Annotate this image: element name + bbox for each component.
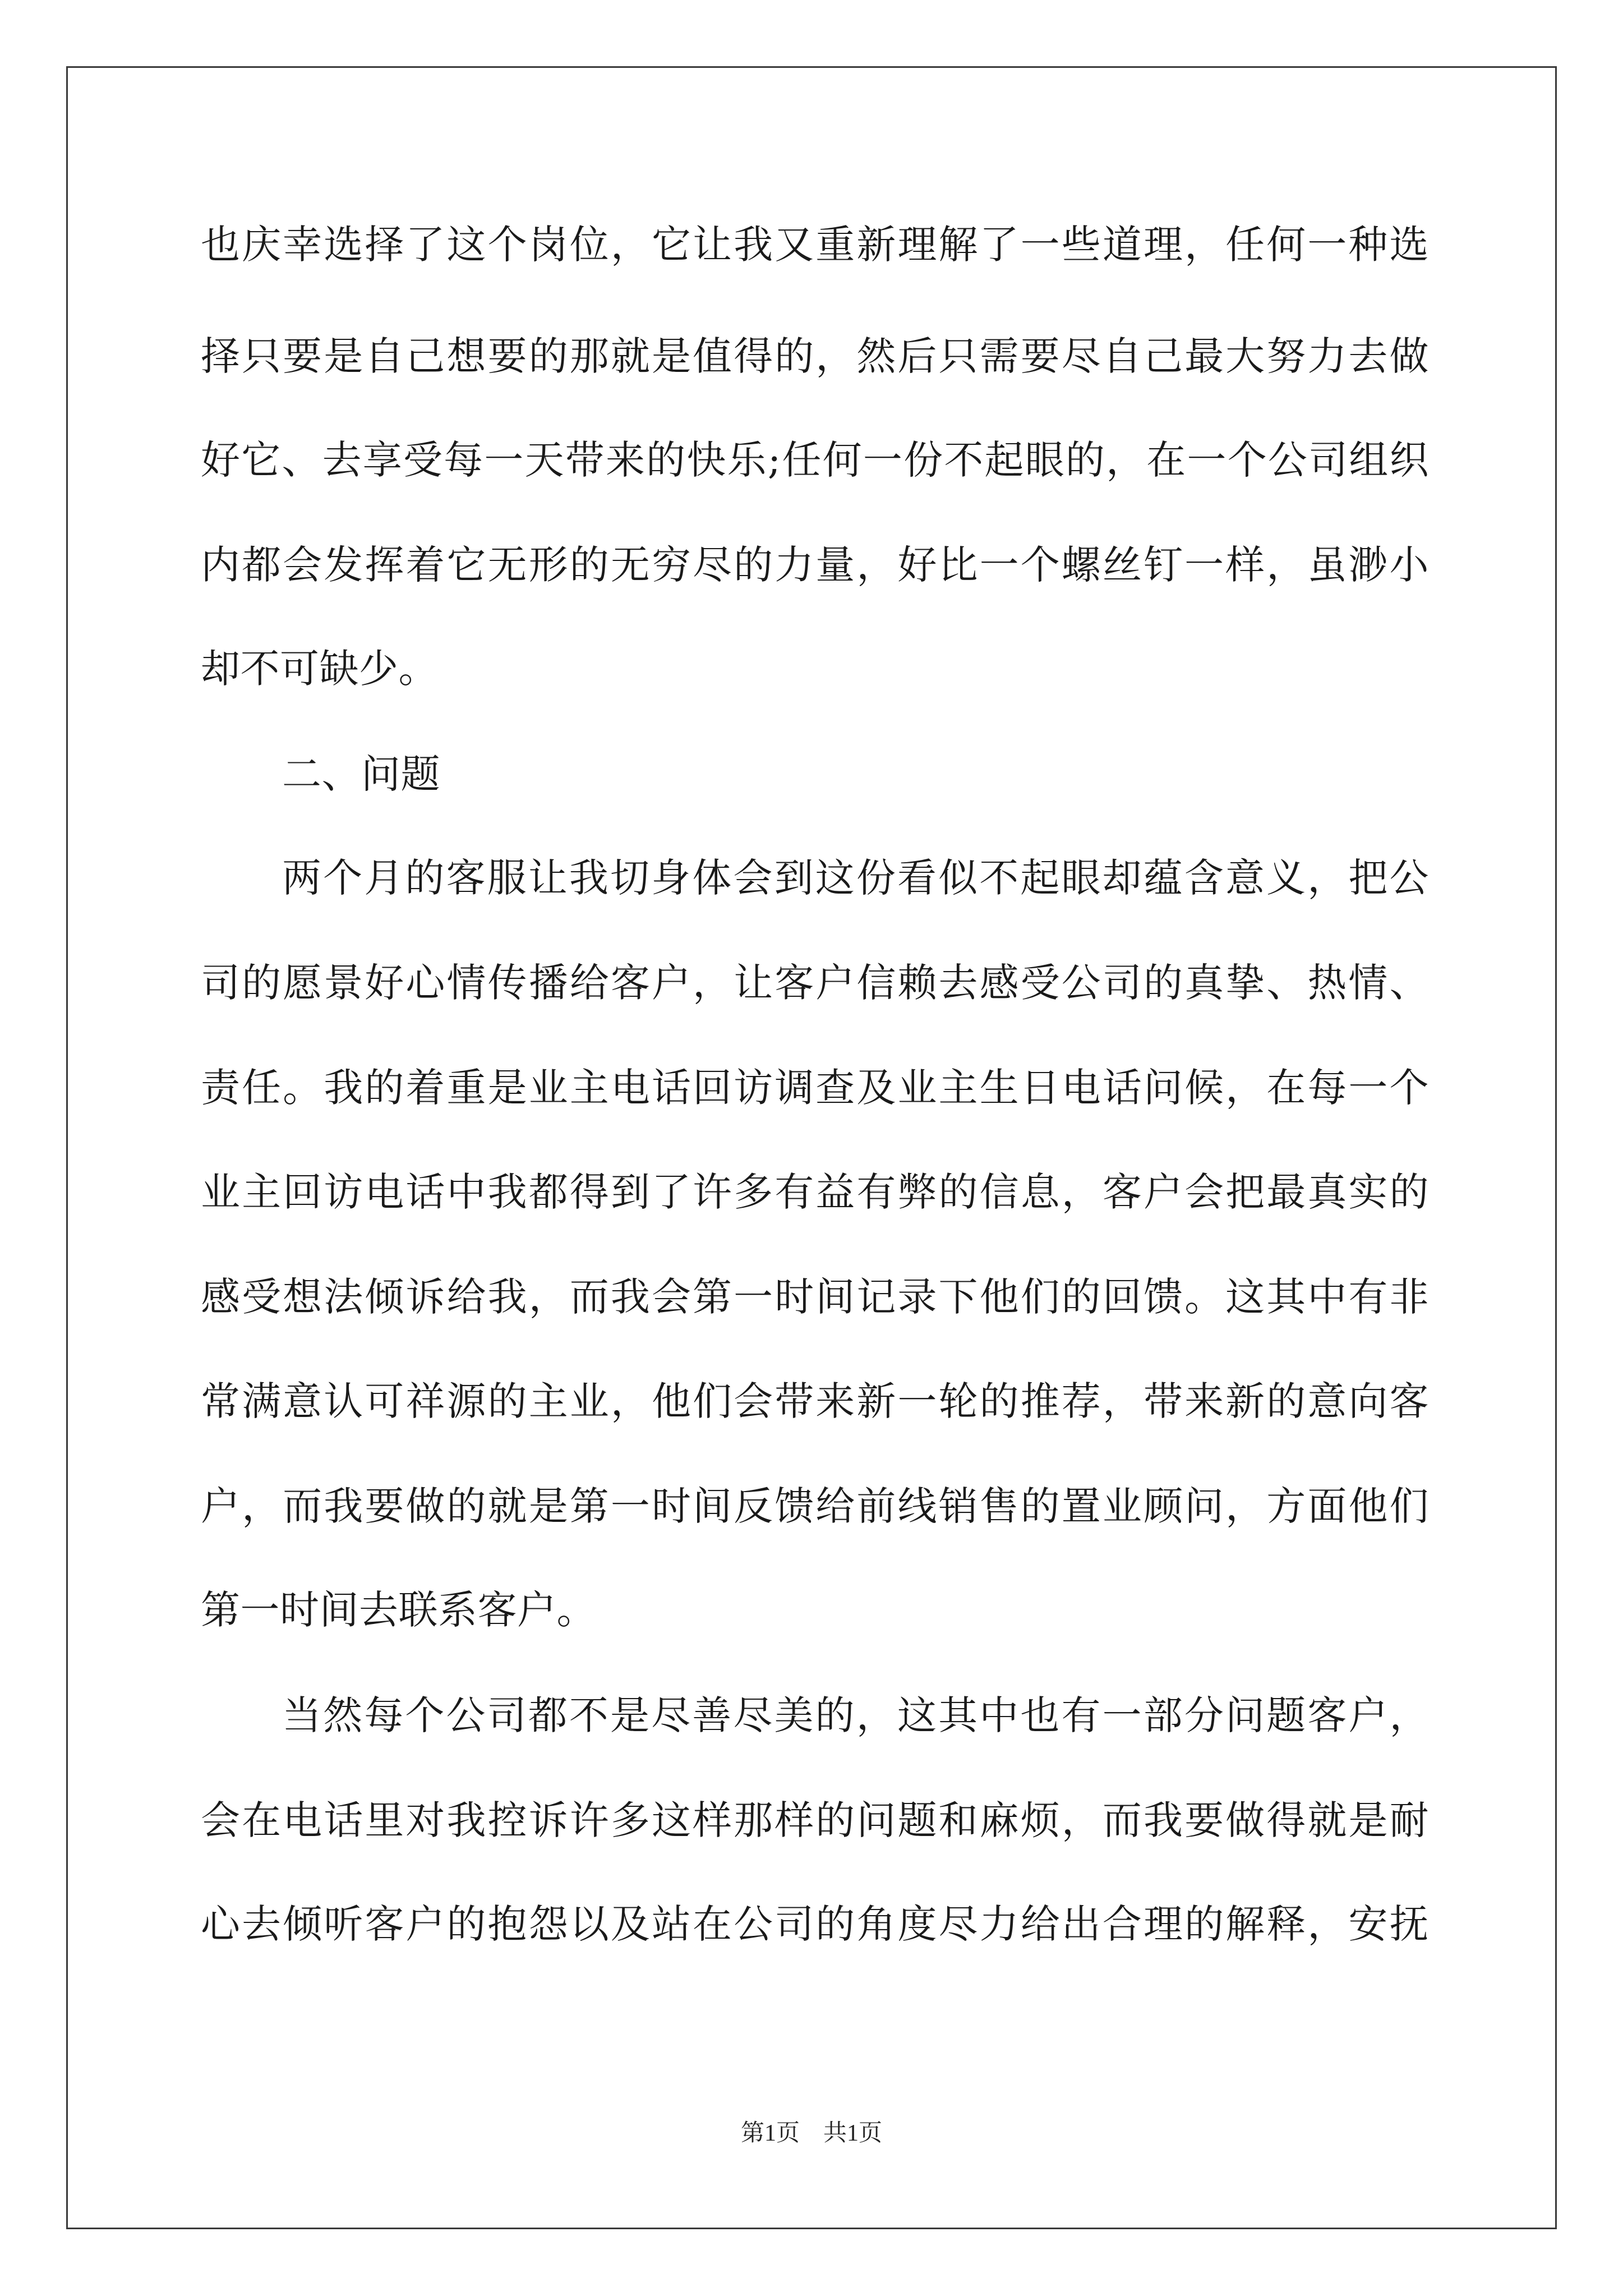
body-text-line: 责任。我的着重是业主电话回访调查及业主生日电话问候，在每一个 (201, 1065, 1429, 1111)
body-text-line: 司的愿景好心情传播给客户，让客户信赖去感受公司的真挚、热情、 (201, 960, 1429, 1006)
body-text-line: 当然每个公司都不是尽善尽美的，这其中也有一部分问题客户， (282, 1692, 1429, 1738)
body-text-line: 第一时间去联系客户。 (201, 1587, 596, 1633)
body-text-line: 心去倾听客户的抱怨以及站在公司的角度尽力给出合理的解释，安抚 (201, 1901, 1429, 1947)
body-text-line: 业主回访电话中我都得到了许多有益有弊的信息，客户会把最真实的 (201, 1169, 1429, 1215)
body-text-line: 感受想法倾诉给我，而我会第一时间记录下他们的回馈。这其中有非 (201, 1274, 1429, 1320)
page-number-footer: 第1页 共1页 (740, 2120, 882, 2146)
body-text-line: 也庆幸选择了这个岗位，它让我又重新理解了一些道理，任何一种选 (201, 222, 1429, 268)
body-text-line: 却不可缺少。 (201, 646, 438, 692)
body-text-line: 内都会发挥着它无形的无穷尽的力量，好比一个螺丝钉一样，虽渺小 (201, 542, 1429, 588)
body-text-line: 择只要是自己想要的那就是值得的，然后只需要尽自己最大努力去做 (201, 333, 1429, 379)
body-text-line: 好它、去享受每一天带来的快乐;任何一份不起眼的，在一个公司组织 (201, 437, 1429, 483)
body-text-line: 户，而我要做的就是第一时间反馈给前线销售的置业顾问，方面他们 (201, 1483, 1429, 1529)
body-text-line: 会在电话里对我控诉许多这样那样的问题和麻烦，而我要做得就是耐 (201, 1797, 1429, 1843)
body-text-line: 常满意认可祥源的主业，他们会带来新一轮的推荐，带来新的意向客 (201, 1378, 1429, 1424)
body-text-line: 两个月的客服让我切身体会到这份看似不起眼却蕴含意义，把公 (282, 855, 1429, 901)
section-heading: 二、问题 (282, 751, 440, 797)
